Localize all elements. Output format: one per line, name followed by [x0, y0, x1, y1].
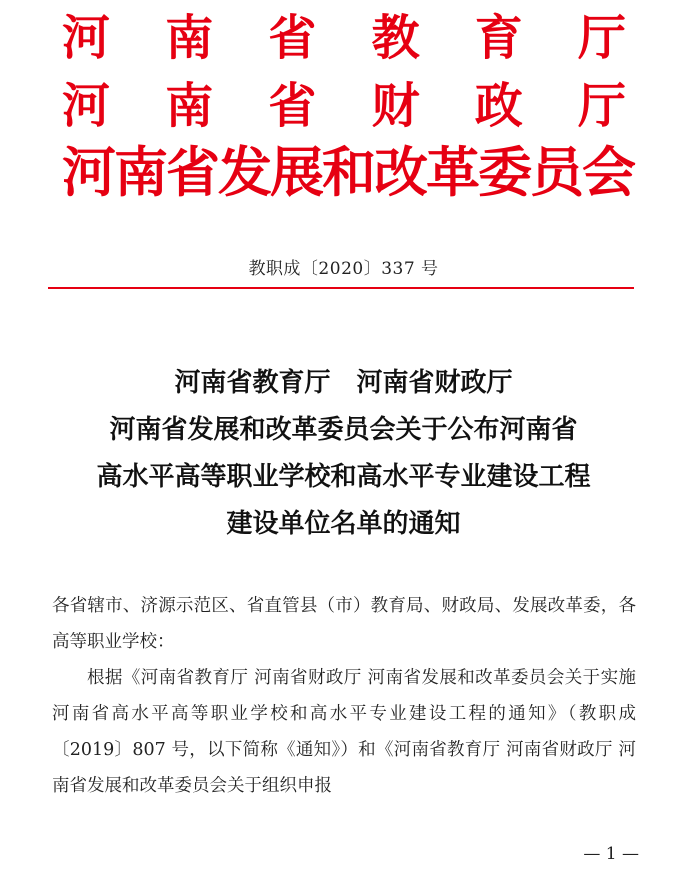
issuer-development-reform-commission: 河南省发展和改革委员会: [62, 140, 634, 204]
issuer-char: 厅: [577, 78, 626, 134]
title-line: 河南省教育厅 河南省财政厅: [174, 368, 513, 398]
issuer-char: 政: [474, 78, 523, 134]
title-line: 高水平高等职业学校和高水平专业建设工程: [96, 462, 591, 492]
issuer-char: 育: [474, 10, 523, 66]
body-paragraph: 根据《河南省教育厅 河南省财政厅 河南省发展和改革委员会关于实施河南省高水平高等职业学校和高水平专业建设工程的通知》（教职成〔2019〕807 号，以下简称《通知》）和《河南省教育厅 河南省财政厅 河南省发展和改革委员会关于组织申报: [52, 668, 636, 796]
issuer-char: 南: [165, 10, 214, 66]
page-number: — 1 —: [583, 844, 639, 864]
issuer-char: 厅: [577, 10, 626, 66]
issuer-char: 省: [268, 78, 317, 134]
title-line: 建设单位名单的通知: [226, 509, 461, 539]
issuer-char: 南: [165, 78, 214, 134]
issuer-finance-dept: [62, 78, 626, 134]
notice-body: [52, 588, 636, 804]
issuer-char: 财: [371, 78, 420, 134]
title-line: 河南省发展和改革委员会关于公布河南省: [109, 415, 578, 445]
issuer-char: 河: [62, 10, 111, 66]
document-number: 教职成〔2020〕337 号: [248, 259, 439, 279]
red-divider: [48, 287, 634, 289]
issuer-char: 河: [62, 78, 111, 134]
issuer-char: 教: [371, 10, 420, 66]
issuer-education-dept: [62, 10, 626, 66]
salutation: 各省辖市、济源示范区、省直管县（市）教育局、财政局、发展改革委，各高等职业学校：: [52, 596, 636, 652]
notice-title: [0, 360, 687, 548]
issuer-char: 省: [268, 10, 317, 66]
